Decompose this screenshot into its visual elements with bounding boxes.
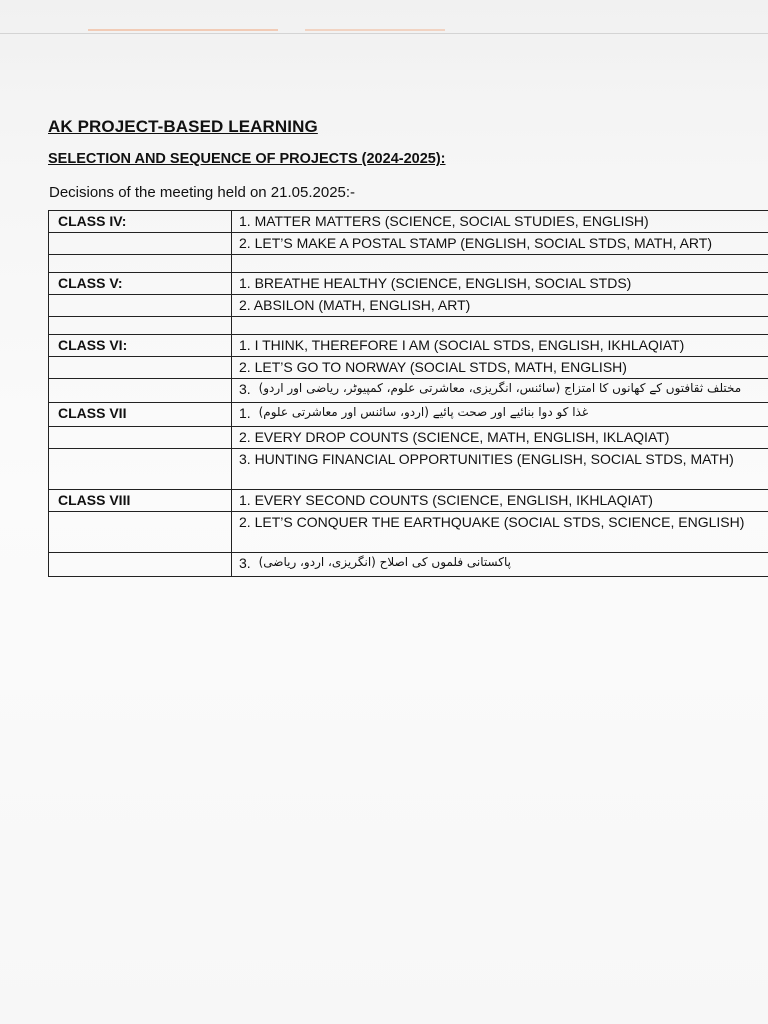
project-cell: 2. LET’S CONQUER THE EARTHQUAKE (SOCIAL STDS, SCIENCE, ENGLISH) [232, 512, 768, 553]
project-cell: 2. EVERY DROP COUNTS (SCIENCE, MATH, ENGLISH, IKLAQIAT) [232, 427, 768, 449]
project-cell: 2. LET’S MAKE A POSTAL STAMP (ENGLISH, SOCIAL STDS, MATH, ART) [232, 233, 768, 255]
table-row [49, 427, 768, 449]
project-cell [232, 317, 768, 335]
class-cell [49, 295, 232, 317]
table-row [49, 512, 768, 553]
class-cell [49, 553, 232, 577]
project-number: 3. [239, 555, 251, 571]
urdu-project-cell [232, 403, 768, 427]
class-cell [49, 379, 232, 403]
project-cell: 1. MATTER MATTERS (SCIENCE, SOCIAL STUDIES, ENGLISH) [232, 211, 768, 233]
project-cell: 1. BREATHE HEALTHY (SCIENCE, ENGLISH, SOCIAL STDS) [232, 273, 768, 295]
table-row [49, 403, 768, 427]
meeting-decision-line: Decisions of the meeting held on 21.05.2025:- [49, 184, 356, 201]
class-cell: CLASS IV: [49, 211, 232, 233]
class-cell [49, 233, 232, 255]
urdu-project-text: مختلف ثقافتوں کے کھانوں کا امتزاج (سائنس، انگریزی، معاشرتی علوم، کمپیوٹر، ریاضی اور اردو) [258, 381, 742, 395]
blank-table-row [49, 255, 768, 273]
page-top-edge [0, 33, 768, 34]
urdu-project-cell [232, 553, 768, 577]
class-cell [49, 449, 232, 490]
project-cell: 2. ABSILON (MATH, ENGLISH, ART) [232, 295, 768, 317]
project-selection-table [48, 210, 768, 577]
class-cell: CLASS V: [49, 273, 232, 295]
page-edge-mark [88, 29, 278, 31]
class-cell [49, 317, 232, 335]
table-row [49, 379, 768, 403]
class-cell [49, 427, 232, 449]
blank-table-row [49, 317, 768, 335]
table-row [49, 273, 768, 295]
urdu-project-text: پاکستانی فلموں کی اصلاح (انگریزی، اردو، ریاضی) [258, 555, 511, 569]
class-cell [49, 357, 232, 379]
project-number: 1. [239, 405, 251, 421]
project-cell: 1. I THINK, THEREFORE I AM (SOCIAL STDS, ENGLISH, IKHLAQIAT) [232, 335, 768, 357]
document-title: AK PROJECT-BASED LEARNING [48, 117, 318, 136]
urdu-project-text: غذا کو دوا بنائیے اور صحت پائیے (اردو، سائنس اور معاشرتی علوم) [258, 405, 589, 419]
project-number: 3. [239, 381, 251, 397]
table-row [49, 233, 768, 255]
class-cell [49, 512, 232, 553]
project-cell [232, 255, 768, 273]
project-cell: 1. EVERY SECOND COUNTS (SCIENCE, ENGLISH, IKHLAQIAT) [232, 490, 768, 512]
table-row [49, 553, 768, 577]
class-cell: CLASS VIII [49, 490, 232, 512]
document-subtitle: SELECTION AND SEQUENCE OF PROJECTS (2024-2025): [48, 151, 446, 167]
class-cell [49, 255, 232, 273]
table-row [49, 490, 768, 512]
table-row [49, 357, 768, 379]
urdu-project-cell [232, 379, 768, 403]
table-row [49, 211, 768, 233]
page-edge-mark [305, 29, 445, 31]
table-row [49, 449, 768, 490]
table-row [49, 335, 768, 357]
class-cell: CLASS VII [49, 403, 232, 427]
class-cell: CLASS VI: [49, 335, 232, 357]
project-cell: 3. HUNTING FINANCIAL OPPORTUNITIES (ENGLISH, SOCIAL STDS, MATH) [232, 449, 768, 490]
table-row [49, 295, 768, 317]
project-cell: 2. LET’S GO TO NORWAY (SOCIAL STDS, MATH, ENGLISH) [232, 357, 768, 379]
